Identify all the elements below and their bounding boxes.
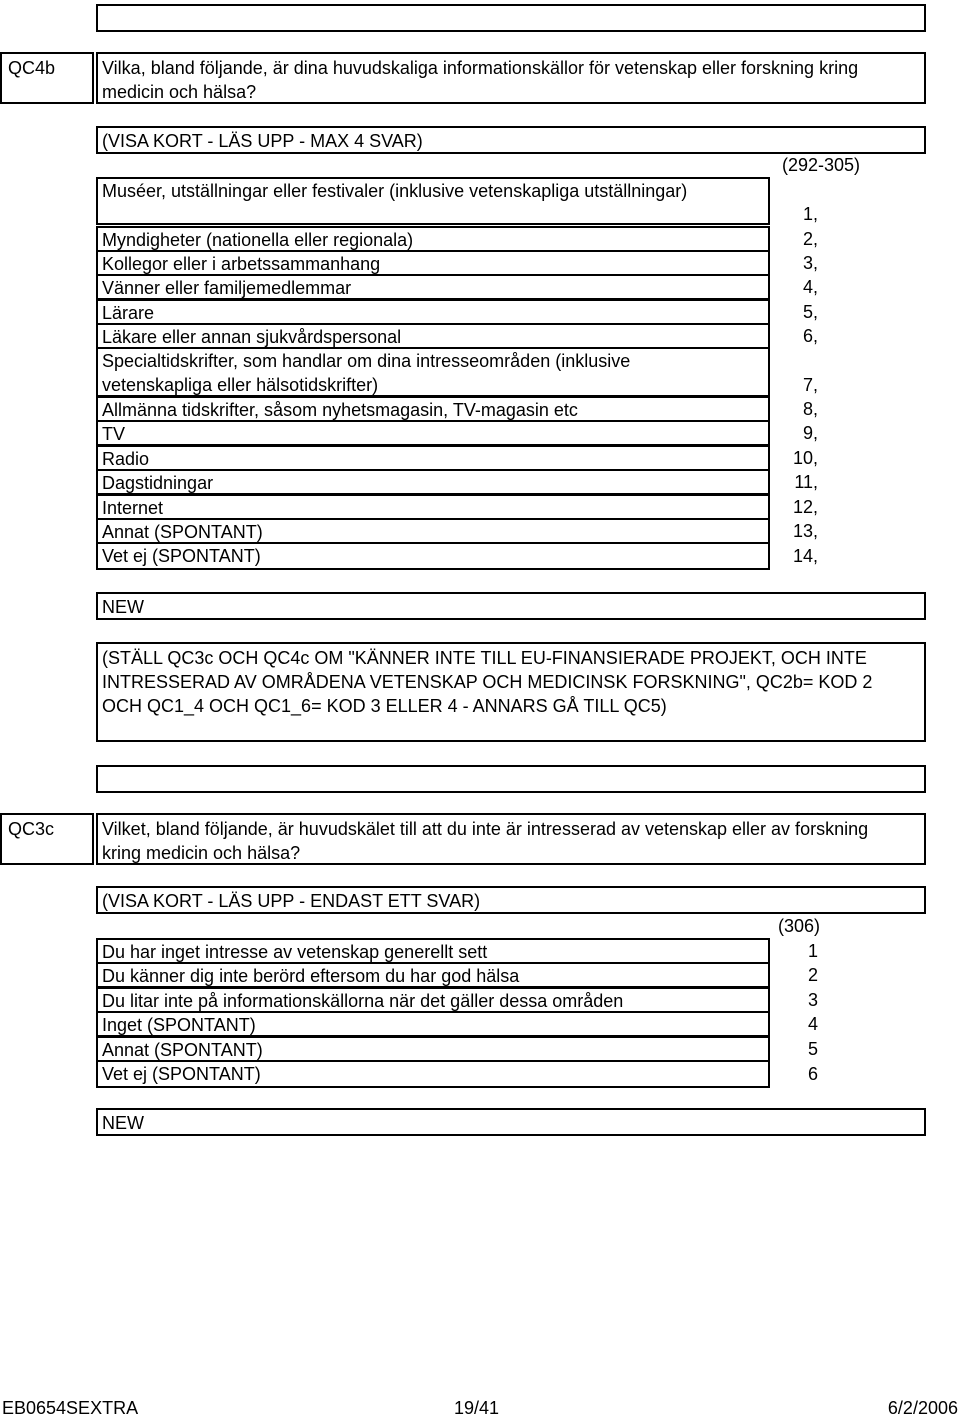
- qc4b-option-code: 8,: [802, 399, 818, 419]
- qc3c-option-code: 6: [807, 1064, 818, 1084]
- qc4b-option-code: 6,: [802, 326, 818, 346]
- qc4b-option-row-8: [96, 396, 770, 422]
- qc3c-column-ref: (306): [777, 916, 820, 936]
- middle-empty-box: [96, 765, 926, 793]
- qc4b-column-ref: (292-305): [781, 155, 860, 175]
- qc4b-option-row-12: [96, 494, 770, 520]
- qc4b-option-label: Internet: [102, 498, 164, 518]
- qc4b-option-label: Specialtidskrifter, som handlar om dina intresseområden (inklusive vetenskapliga eller hälsotidskrifter): [102, 351, 631, 395]
- qc3c-option-row-6: [96, 1060, 770, 1088]
- qc3c-option-row-5: [96, 1036, 770, 1062]
- qc3c-option-code: 1: [807, 941, 818, 961]
- qc3c-option-label: Du litar inte på informationskällorna när det gäller dessa områden: [102, 991, 624, 1011]
- footer-doc-id: EB0654SEXTRA: [2, 1398, 139, 1418]
- qc4b-code-box: [0, 52, 94, 104]
- qc4b-option-label: Allmänna tidskrifter, såsom nyhetsmagasin, TV-magasin etc: [102, 400, 578, 420]
- qc4b-option-code: 7,: [802, 375, 818, 395]
- qc4b-option-label: Radio: [102, 449, 150, 469]
- qc4b-instruction-box: [96, 126, 926, 154]
- qc3c-new-box: [96, 1108, 926, 1136]
- qc4b-option-label: Kollegor eller i arbetssammanhang: [102, 254, 381, 274]
- qc3c-instruction-box: [96, 886, 926, 914]
- qc4b-option-label: Vet ej (SPONTANT): [102, 546, 261, 566]
- qc3c-option-row-3: [96, 987, 770, 1013]
- qc4b-option-code: 14,: [792, 546, 818, 566]
- qc4b-option-code: 12,: [792, 497, 818, 517]
- qc3c-option-label: Annat (SPONTANT): [102, 1040, 263, 1060]
- top-empty-box: [96, 4, 926, 32]
- qc3c-option-label: Du känner dig inte berörd eftersom du har god hälsa: [102, 966, 520, 986]
- qc4b-option-code: 10,: [792, 448, 818, 468]
- qc4b-option-row-9: [96, 420, 770, 446]
- qc4b-option-label: Myndigheter (nationella eller regionala): [102, 230, 414, 250]
- qc3c-option-row-1: [96, 938, 770, 964]
- qc4b-option-code: 5,: [802, 302, 818, 322]
- qc4b-option-row-6: [96, 323, 770, 349]
- filter-note: (STÄLL QC3c OCH QC4c OM "KÄNNER INTE TILL EU-FINANSIERADE PROJEKT, OCH INTE INTRESSERAD AV OMRÅDENA VETENSKAP OCH MEDICINSK FORSKNING", QC2b= KOD 2 OCH QC1_4 OCH QC1_6= KOD 3 ELLER 4 - ANNARS GÅ TILL QC5): [102, 648, 873, 716]
- qc4b-option-row-5: [96, 299, 770, 325]
- qc3c-code-box: [0, 813, 94, 865]
- qc3c-option-label: Du har inget intresse av vetenskap generellt sett: [102, 942, 488, 962]
- qc4b-option-row-11: [96, 469, 770, 495]
- qc3c-new-label: NEW: [102, 1113, 144, 1133]
- qc4b-option-label: Lärare: [102, 303, 155, 323]
- qc4b-option-code: 1,: [802, 204, 818, 224]
- qc4b-option-label: Läkare eller annan sjukvårdspersonal: [102, 327, 402, 347]
- qc4b-option-label: Muséer, utställningar eller festivaler (inklusive vetenskapliga utställningar): [102, 181, 688, 201]
- qc4b-question: Vilka, bland följande, är dina huvudskaliga informationskällor för vetenskap eller forskning kring medicin och hälsa?: [102, 58, 859, 102]
- qc4b-option-row-14: [96, 542, 770, 570]
- qc4b-code: QC4b: [8, 58, 56, 78]
- qc4b-option-label: Vänner eller familjemedlemmar: [102, 278, 352, 298]
- qc4b-new-label: NEW: [102, 597, 144, 617]
- filter-note-box: [96, 642, 926, 742]
- qc4b-instruction: (VISA KORT - LÄS UPP - MAX 4 SVAR): [102, 131, 423, 151]
- qc3c-option-code: 4: [807, 1014, 818, 1034]
- qc4b-question-box: [96, 52, 926, 104]
- qc3c-option-code: 2: [807, 965, 818, 985]
- qc3c-option-label: Inget (SPONTANT): [102, 1015, 256, 1035]
- qc3c-option-row-4: [96, 1011, 770, 1037]
- qc4b-option-code: 13,: [792, 521, 818, 541]
- qc4b-option-label: TV: [102, 424, 126, 444]
- qc3c-question: Vilket, bland följande, är huvudskälet till att du inte är intresserad av vetenskap eller av forskning kring medicin och hälsa?: [102, 819, 869, 863]
- qc4b-new-box: [96, 592, 926, 620]
- qc4b-option-label: Dagstidningar: [102, 473, 214, 493]
- qc4b-option-code: 11,: [794, 472, 818, 492]
- qc3c-option-code: 3: [807, 990, 818, 1010]
- qc4b-option-row-2: [96, 226, 770, 252]
- qc4b-option-row-7: [96, 347, 770, 397]
- qc4b-option-row-1: [96, 177, 770, 225]
- qc3c-code: QC3c: [8, 819, 55, 839]
- footer-date: 6/2/2006: [887, 1398, 958, 1418]
- qc3c-option-row-2: [96, 962, 770, 988]
- qc4b-option-code: 3,: [802, 253, 818, 273]
- qc4b-option-row-10: [96, 445, 770, 471]
- qc3c-instruction: (VISA KORT - LÄS UPP - ENDAST ETT SVAR): [102, 891, 481, 911]
- qc4b-option-code: 9,: [802, 423, 818, 443]
- qc4b-option-row-4: [96, 274, 770, 300]
- qc4b-option-row-3: [96, 250, 770, 276]
- qc4b-option-label: Annat (SPONTANT): [102, 522, 263, 542]
- qc4b-option-code: 4,: [802, 277, 818, 297]
- footer-page-number: 19/41: [454, 1398, 500, 1418]
- qc4b-option-code: 2,: [802, 229, 818, 249]
- qc3c-option-label: Vet ej (SPONTANT): [102, 1064, 261, 1084]
- qc3c-option-code: 5: [807, 1039, 818, 1059]
- qc3c-question-box: [96, 813, 926, 865]
- qc4b-option-row-13: [96, 518, 770, 544]
